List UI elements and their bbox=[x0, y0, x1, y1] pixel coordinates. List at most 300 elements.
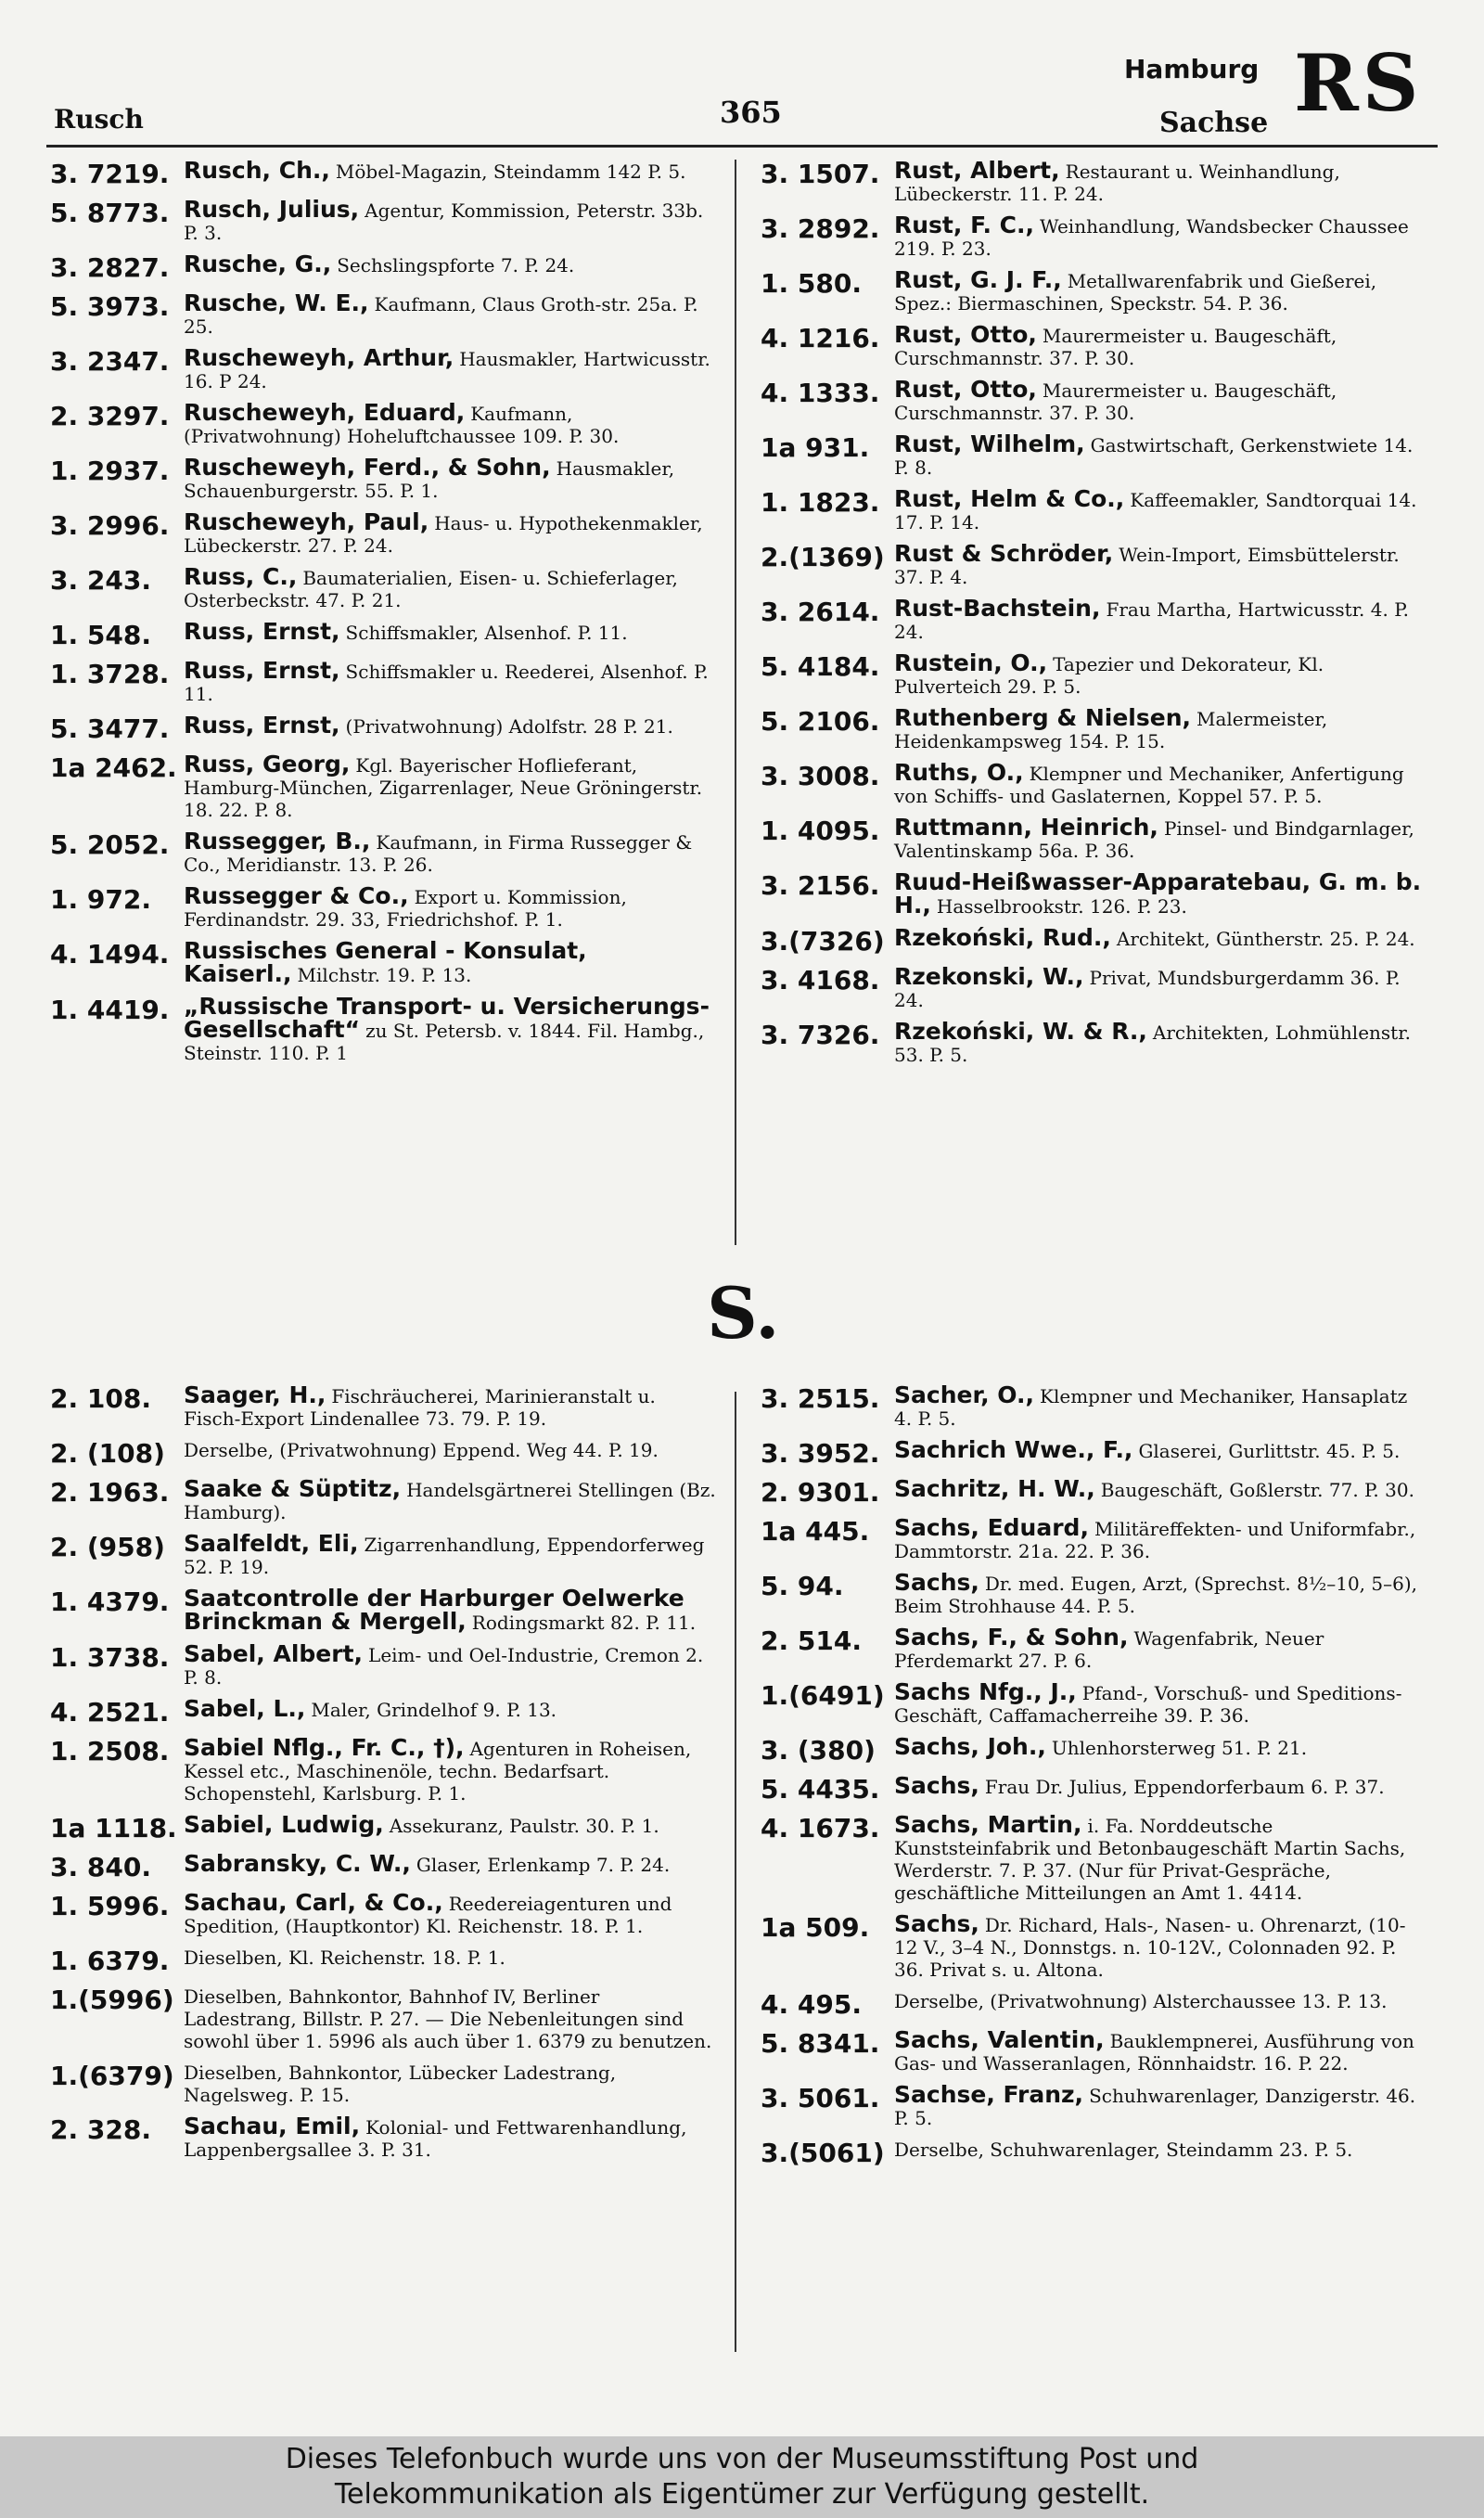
subscriber-name: Rust, F. C., bbox=[894, 212, 1035, 238]
listing-entry bbox=[761, 1475, 1428, 1508]
listing-details: Rodingsmarkt 82. P. 11. bbox=[471, 1612, 697, 1634]
listing-details: Leim- und Oel-Industrie, Cremon 2. P. 8. bbox=[184, 1644, 704, 1689]
listing-details: Weinhandlung, Wandsbecker Chaussee 219. P. 23. bbox=[894, 215, 1409, 260]
listing-text bbox=[894, 2139, 1428, 2168]
left-column-s bbox=[50, 1381, 718, 2170]
listing-details: Klempner und Mechaniker, Hansaplatz 4. P. 5. bbox=[894, 1385, 1408, 1430]
listing-text bbox=[894, 540, 1428, 588]
phone-number: 5. 8773. bbox=[50, 198, 170, 228]
phone-number: 3. 2827. bbox=[50, 252, 170, 283]
listing-entry bbox=[50, 456, 718, 502]
listing-text bbox=[184, 1850, 718, 1882]
listing-details: Malermeister, Heidenkampsweg 154. P. 15. bbox=[894, 708, 1328, 752]
listing-entry bbox=[761, 376, 1428, 424]
listing-entry bbox=[761, 1990, 1428, 2020]
subscriber-name: Sachs, bbox=[894, 1772, 979, 1799]
phone-number: 5. 4184. bbox=[761, 651, 880, 682]
listing-entry bbox=[50, 399, 718, 447]
listing-details: Glaser, Erlenkamp 7. P. 24. bbox=[416, 1854, 671, 1876]
listing-entry bbox=[50, 1734, 718, 1805]
listing-details: Kolonial- und Fettwarenhandlung, Lappenbergsallee 3. P. 31. bbox=[184, 2116, 687, 2161]
listing-text bbox=[184, 1530, 718, 1578]
subscriber-name: Ruscheweyh, Eduard, bbox=[184, 399, 466, 426]
listing-details: Schiffsmakler u. Reederei, Alsenhof. P. 11. bbox=[184, 661, 709, 705]
listing-text bbox=[894, 1569, 1428, 1617]
listing-details: Derselbe, Schuhwarenlager, Steindamm 23. P. 5. bbox=[894, 2139, 1353, 2161]
listing-entry bbox=[50, 714, 718, 744]
listing-text bbox=[184, 253, 718, 283]
phone-number: 3. 3952. bbox=[761, 1438, 880, 1469]
phone-number: 1. 548. bbox=[50, 620, 151, 650]
phone-number: 3. 2347. bbox=[50, 346, 170, 377]
listing-details: Sechslingspforte 7. P. 24. bbox=[337, 254, 575, 276]
listing-entry bbox=[761, 266, 1428, 315]
footer-notice bbox=[0, 2436, 1484, 2518]
listing-details: Tapezier und Dekorateur, Kl. Pulverteich 29. P. 5. bbox=[894, 653, 1324, 698]
listing-text bbox=[184, 508, 718, 557]
listing-details: Dr. Richard, Hals-, Nasen- u. Ohrenarzt, (10-12 V., 3–4 N., Donnstgs. n. 10-12V., Colonnaden 92. P. 36. Privat s. u. Altona. bbox=[894, 1914, 1406, 1981]
listing-entry bbox=[761, 1910, 1428, 1981]
listing-entry bbox=[50, 2062, 718, 2106]
phone-number: 2.(1369) bbox=[761, 542, 885, 572]
phone-number: 2. 108. bbox=[50, 1383, 151, 1414]
subscriber-name: Sachs Nfg., J., bbox=[894, 1678, 1077, 1705]
subscriber-name: Sachs, bbox=[894, 1910, 979, 1937]
listing-details: Milchstr. 19. P. 13. bbox=[297, 964, 472, 986]
listing-details: Klempner und Mechaniker, Anfertigung von Schiffs- und Gaslaternen, Koppel 57. P. 5. bbox=[894, 763, 1404, 807]
listing-text bbox=[184, 456, 718, 502]
page-number: 365 bbox=[720, 95, 782, 130]
listing-text bbox=[894, 868, 1428, 919]
listing-details: Pfand-, Vorschuß- und Speditions-Geschäft, Caffamacherreihe 39. P. 36. bbox=[894, 1682, 1402, 1727]
listing-details: Agentur, Kommission, Peterstr. 33b. P. 3. bbox=[184, 199, 704, 244]
listing-text bbox=[184, 344, 718, 392]
listing-text bbox=[184, 1811, 718, 1844]
listing-entry bbox=[761, 1381, 1428, 1430]
listing-details: Militäreffekten- und Uniformfabr., Dammtorstr. 21a. 22. P. 36. bbox=[894, 1518, 1416, 1562]
listing-details: Fischräucherei, Marinieranstalt u. Fisch-Export Lindenallee 73. 79. P. 19. bbox=[184, 1385, 656, 1430]
phone-number: 1. 4379. bbox=[50, 1587, 170, 1617]
listing-text bbox=[184, 937, 718, 987]
footer-line-2: Telekommunikation als Eigentümer zur Verfügung gestellt. bbox=[334, 2478, 1150, 2511]
listing-details: Uhlenhorsterweg 51. P. 21. bbox=[1051, 1737, 1308, 1759]
subscriber-name: Rzekoński, Rud., bbox=[894, 924, 1111, 951]
listing-entry bbox=[761, 1018, 1428, 1066]
listing-text bbox=[184, 399, 718, 447]
phone-number: 2. 1963. bbox=[50, 1477, 170, 1508]
subscriber-name: Rust, G. J. F., bbox=[894, 266, 1062, 293]
phone-number: 1. 1823. bbox=[761, 487, 880, 518]
phone-number: 3. 2892. bbox=[761, 213, 880, 244]
phone-number: 4. 495. bbox=[761, 1989, 862, 2020]
listing-text bbox=[184, 196, 718, 244]
column-divider-top bbox=[735, 160, 736, 1245]
listing-details: Dieselben, Bahnkontor, Lübecker Ladestrang, Nagelsweg. P. 15. bbox=[184, 2062, 617, 2106]
listing-entry bbox=[50, 1475, 718, 1523]
phone-number: 3. 4168. bbox=[761, 965, 880, 996]
listing-details: zu St. Petersb. v. 1844. Fil. Hambg., Steinstr. 110. P. 1 bbox=[184, 1020, 705, 1064]
listing-text bbox=[894, 214, 1428, 260]
subscriber-name: Russ, Ernst, bbox=[184, 712, 340, 739]
listing-text bbox=[184, 993, 718, 1064]
listing-entry bbox=[50, 1587, 718, 1634]
listing-text bbox=[184, 1734, 718, 1805]
phone-number: 1. 972. bbox=[50, 884, 151, 915]
listing-text bbox=[184, 830, 718, 876]
phone-number: 5. 2106. bbox=[761, 706, 880, 737]
subscriber-name: Sachrich Wwe., F., bbox=[894, 1436, 1133, 1463]
phone-number: 1a 509. bbox=[761, 1912, 870, 1943]
listing-text bbox=[894, 1678, 1428, 1727]
listing-entry bbox=[50, 882, 718, 931]
phone-number: 1a 445. bbox=[761, 1516, 870, 1547]
phone-number: 3. (380) bbox=[761, 1735, 876, 1766]
listing-details: Derselbe, (Privatwohnung) Alsterchaussee 13. P. 13. bbox=[894, 1990, 1388, 2012]
listing-details: Privat, Mundsburgerdamm 36. P. 24. bbox=[894, 967, 1401, 1011]
left-column-top bbox=[50, 157, 718, 1073]
listing-text bbox=[894, 1018, 1428, 1066]
listing-text bbox=[894, 1910, 1428, 1981]
phone-number: 4. 1333. bbox=[761, 378, 880, 408]
subscriber-name: Sabiel Nflg., Fr. C., †), bbox=[184, 1734, 465, 1761]
listing-text bbox=[894, 376, 1428, 424]
listing-details: Metallwarenfabrik und Gießerei, Spez.: Biermaschinen, Speckstr. 54. P. 36. bbox=[894, 270, 1377, 315]
listing-entry bbox=[761, 1678, 1428, 1727]
subscriber-name: Ruud-Heißwasser-Apparatebau, G. m. b. H., bbox=[894, 868, 1422, 919]
listing-text bbox=[184, 1439, 718, 1469]
phone-number: 3. 2156. bbox=[761, 870, 880, 901]
subscriber-name: Rzekonski, W., bbox=[894, 963, 1084, 990]
phone-number: 1a 2462. bbox=[50, 752, 177, 783]
phone-number: 2. 3297. bbox=[50, 401, 170, 431]
subscriber-name: Russegger & Co., bbox=[184, 882, 409, 909]
section-letter: S. bbox=[707, 1272, 780, 1355]
subscriber-name: Sabel, Albert, bbox=[184, 1640, 364, 1667]
listing-text bbox=[184, 657, 718, 705]
listing-entry bbox=[50, 830, 718, 876]
listing-text bbox=[894, 1514, 1428, 1562]
listing-text bbox=[894, 430, 1428, 479]
listing-text bbox=[184, 714, 718, 744]
subscriber-name: Sabel, L., bbox=[184, 1695, 306, 1722]
subscriber-name: Ruscheweyh, Paul, bbox=[184, 508, 429, 535]
listing-details: Dieselben, Bahnkontor, Bahnhof IV, Berliner Ladestrang, Billstr. P. 27. — Die Nebenleitungen sind sowohl über 1. 5996 als auch über 1. 6379 zu benutzen. bbox=[184, 1985, 712, 2052]
subscriber-name: Sachs, Valentin, bbox=[894, 2026, 1105, 2053]
listing-entry bbox=[50, 1946, 718, 1976]
phone-number: 1. 3738. bbox=[50, 1642, 170, 1673]
listing-text bbox=[184, 1381, 718, 1430]
listing-entry bbox=[761, 1436, 1428, 1469]
subscriber-name: Russ, Georg, bbox=[184, 751, 351, 777]
subscriber-name: Saalfeldt, Eli, bbox=[184, 1530, 359, 1557]
listing-text bbox=[894, 1381, 1428, 1430]
listing-entry bbox=[50, 289, 718, 338]
listing-entry bbox=[50, 508, 718, 557]
listing-entry bbox=[50, 1889, 718, 1937]
subscriber-name: Russ, Ernst, bbox=[184, 618, 340, 645]
listing-entry bbox=[50, 937, 718, 987]
phone-number: 3. 7219. bbox=[50, 159, 170, 189]
phone-number: 5. 8341. bbox=[761, 2028, 880, 2059]
listing-entry bbox=[761, 649, 1428, 698]
listing-text bbox=[184, 1587, 718, 1634]
listing-details: Derselbe, (Privatwohnung) Eppend. Weg 44. P. 19. bbox=[184, 1439, 659, 1461]
phone-number: 1. 2937. bbox=[50, 456, 170, 486]
listing-text bbox=[894, 1811, 1428, 1904]
header-letters: RS bbox=[1294, 37, 1423, 129]
phone-number: 1a 1118. bbox=[50, 1813, 177, 1844]
listing-text bbox=[184, 157, 718, 189]
listing-text bbox=[184, 289, 718, 338]
right-column-s bbox=[761, 1381, 1428, 2178]
subscriber-name: Sachs, Joh., bbox=[894, 1733, 1046, 1760]
listing-details: Wagenfabrik, Neuer Pferdemarkt 27. P. 6. bbox=[894, 1627, 1324, 1672]
listing-details: (Privatwohnung) Adolfstr. 28 P. 21. bbox=[345, 715, 673, 738]
listing-text bbox=[894, 597, 1428, 643]
subscriber-name: Sachritz, H. W., bbox=[894, 1475, 1095, 1502]
listing-entry bbox=[50, 1811, 718, 1844]
listing-text bbox=[184, 2115, 718, 2161]
listing-entry bbox=[50, 1530, 718, 1578]
phone-number: 3. 1507. bbox=[761, 159, 880, 189]
listing-details: Architekten, Lohmühlenstr. 53. P. 5. bbox=[894, 1021, 1411, 1066]
listing-text bbox=[184, 1475, 718, 1523]
listing-details: Frau Martha, Hartwicusstr. 4. P. 24. bbox=[894, 598, 1409, 643]
listing-text bbox=[894, 816, 1428, 862]
listing-entry bbox=[761, 1772, 1428, 1805]
phone-number: 3.(5061) bbox=[761, 2138, 885, 2168]
phone-number: 5. 2052. bbox=[50, 829, 170, 860]
listing-details: Schuhwarenlager, Danzigerstr. 46. P. 5. bbox=[894, 2085, 1416, 2129]
subscriber-name: Rzekoński, W. & R., bbox=[894, 1018, 1147, 1045]
listing-entry bbox=[50, 657, 718, 705]
listing-entry bbox=[761, 1569, 1428, 1617]
listing-details: Haus- u. Hypothekenmakler, Lübeckerstr. 27. P. 24. bbox=[184, 512, 703, 557]
subscriber-name: Rust, Otto, bbox=[894, 376, 1037, 403]
subscriber-name: Saake & Süptitz, bbox=[184, 1475, 402, 1502]
listing-details: i. Fa. Norddeutsche Kunststeinfabrik und Betonbaugeschäft Martin Sachs, Werderstr. 7. P. 37. (Nur für Privat-Gespräche, geschäftliche Mitteilungen an Amt 1. 4414. bbox=[894, 1815, 1406, 1904]
subscriber-name: Sachs, bbox=[894, 1569, 979, 1596]
listing-entry bbox=[761, 1733, 1428, 1766]
subscriber-name: Rust-Bachstein, bbox=[894, 595, 1101, 622]
listing-entry bbox=[50, 993, 718, 1064]
listing-entry bbox=[50, 253, 718, 283]
listing-entry bbox=[50, 2115, 718, 2161]
column-divider-s bbox=[735, 1392, 736, 2352]
subscriber-name: Saatcontrolle der Harburger Oelwerke Brinckman & Mergell, bbox=[184, 1585, 684, 1635]
listing-text bbox=[184, 753, 718, 821]
phone-number: 3. 243. bbox=[50, 565, 151, 596]
subscriber-name: Sachs, Eduard, bbox=[894, 1514, 1089, 1541]
listing-details: Frau Dr. Julius, Eppendorferbaum 6. P. 37. bbox=[984, 1776, 1385, 1798]
header-rule bbox=[46, 145, 1438, 148]
subscriber-name: Rust & Schröder, bbox=[894, 540, 1114, 567]
listing-text bbox=[894, 2081, 1428, 2129]
phone-number: 1a 931. bbox=[761, 432, 870, 463]
phone-number: 1. 6379. bbox=[50, 1946, 170, 1976]
subscriber-name: Russegger, B., bbox=[184, 828, 371, 854]
header-last-name: Sachse bbox=[1159, 107, 1269, 139]
phone-number: 3.(7326) bbox=[761, 926, 885, 957]
subscriber-name: Rusche, W. E., bbox=[184, 289, 369, 316]
listing-details: Wein-Import, Eimsbüttelerstr. 37. P. 4. bbox=[894, 544, 1400, 588]
phone-number: 1. 4419. bbox=[50, 995, 170, 1025]
subscriber-name: Sacher, O., bbox=[894, 1381, 1035, 1408]
listing-details: Kgl. Bayerischer Hoflieferant, Hamburg-München, Zigarrenlager, Neue Gröningerstr. 18. 22. P. 8. bbox=[184, 754, 703, 821]
subscriber-name: Rust, Otto, bbox=[894, 321, 1037, 348]
listing-details: Pinsel- und Bindgarnlager, Valentinskamp 56a. P. 36. bbox=[894, 817, 1414, 862]
listing-text bbox=[184, 1889, 718, 1937]
listing-text bbox=[894, 1733, 1428, 1766]
listing-text bbox=[894, 266, 1428, 315]
listing-text bbox=[184, 563, 718, 611]
listing-entry bbox=[50, 1985, 718, 2052]
phone-number: 1. 3728. bbox=[50, 659, 170, 689]
phone-number: 2. 9301. bbox=[761, 1477, 880, 1508]
phone-number: 5. 94. bbox=[761, 1571, 844, 1601]
listing-details: Kaufmann, (Privatwohnung) Hoheluftchaussee 109. P. 30. bbox=[184, 403, 620, 447]
listing-entry bbox=[50, 1695, 718, 1728]
phone-number: 3. 2996. bbox=[50, 510, 170, 541]
footer-line-1: Dieses Telefonbuch wurde uns von der Museumsstiftung Post und bbox=[285, 2443, 1199, 2475]
listing-details: Dr. med. Eugen, Arzt, (Sprechst. 8½–10, 5–6), Beim Strohhause 44. P. 5. bbox=[894, 1573, 1417, 1617]
phone-number: 5. 4435. bbox=[761, 1774, 880, 1805]
phone-number: 1.(6491) bbox=[761, 1680, 885, 1711]
phone-number: 5. 3477. bbox=[50, 713, 170, 744]
phone-number: 3. 7326. bbox=[761, 1020, 880, 1050]
listing-text bbox=[894, 759, 1428, 807]
listing-entry bbox=[761, 597, 1428, 643]
listing-details: Maurermeister u. Baugeschäft, Curschmannstr. 37. P. 30. bbox=[894, 379, 1337, 424]
phone-number: 3. 2515. bbox=[761, 1383, 880, 1414]
listing-details: Maler, Grindelhof 9. P. 13. bbox=[311, 1699, 557, 1721]
phone-number: 1.(5996) bbox=[50, 1985, 174, 2015]
phone-number: 3. 5061. bbox=[761, 2083, 880, 2113]
listing-details: Zigarrenhandlung, Eppendorferweg 52. P. 19. bbox=[184, 1534, 705, 1578]
listing-details: Möbel-Magazin, Steindamm 142 P. 5. bbox=[335, 161, 686, 183]
phone-number: 3. 840. bbox=[50, 1852, 151, 1882]
subscriber-name: Ruths, O., bbox=[894, 759, 1024, 786]
listing-entry bbox=[50, 1439, 718, 1469]
listing-entry bbox=[761, 704, 1428, 752]
listing-details: Bauklempnerei, Ausführung von Gas- und Wasseranlagen, Rönnhaidstr. 16. P. 22. bbox=[894, 2030, 1414, 2075]
listing-text bbox=[184, 1695, 718, 1728]
listing-details: Kaffeemakler, Sandtorquai 14. 17. P. 14. bbox=[894, 489, 1417, 533]
phone-number: 1. 4095. bbox=[761, 816, 880, 846]
phone-number: 1. 580. bbox=[761, 268, 862, 299]
phone-number: 2. 514. bbox=[761, 1625, 862, 1656]
listing-details: Reedereiagenturen und Spedition, (Hauptkontor) Kl. Reichenstr. 18. P. 1. bbox=[184, 1893, 672, 1937]
subscriber-name: Russ, C., bbox=[184, 563, 298, 590]
phone-number: 2. (958) bbox=[50, 1532, 165, 1562]
phone-number: 1.(6379) bbox=[50, 2061, 174, 2091]
listing-entry bbox=[50, 1640, 718, 1689]
listing-details: Dieselben, Kl. Reichenstr. 18. P. 1. bbox=[184, 1946, 505, 1969]
subscriber-name: Sachse, Franz, bbox=[894, 2081, 1084, 2108]
listing-entry bbox=[761, 1514, 1428, 1562]
phone-number: 2. 328. bbox=[50, 2114, 151, 2145]
listing-text bbox=[184, 2062, 718, 2106]
listing-details: Gastwirtschaft, Gerkenstwiete 14. P. 8. bbox=[894, 434, 1414, 479]
listing-entry bbox=[761, 2139, 1428, 2168]
listing-text bbox=[894, 1990, 1428, 2020]
listing-details: Hausmakler, Schauenburgerstr. 55. P. 1. bbox=[184, 457, 675, 502]
subscriber-name: Rust, Helm & Co., bbox=[894, 485, 1125, 512]
listing-details: Agenturen in Roheisen, Kessel etc., Maschinenöle, techn. Bedarfsart. Schopenstehl, Karlsburg. P. 1. bbox=[184, 1738, 692, 1805]
phone-number: 3. 2614. bbox=[761, 597, 880, 627]
phone-number: 1. 2508. bbox=[50, 1736, 170, 1766]
phone-number: 4. 1673. bbox=[761, 1813, 880, 1844]
listing-text bbox=[894, 1475, 1428, 1508]
listing-entry bbox=[50, 157, 718, 189]
listing-details: Schiffsmakler, Alsenhof. P. 11. bbox=[345, 622, 628, 644]
listing-entry bbox=[761, 2026, 1428, 2075]
listing-entry bbox=[761, 1811, 1428, 1904]
listing-text bbox=[894, 2026, 1428, 2075]
listing-details: Maurermeister u. Baugeschäft, Curschmannstr. 37. P. 30. bbox=[894, 325, 1337, 369]
listing-details: Baugeschäft, Goßlerstr. 77. P. 30. bbox=[1100, 1479, 1414, 1501]
listing-text bbox=[184, 1640, 718, 1689]
header-city: Hamburg bbox=[1124, 54, 1260, 84]
listing-entry bbox=[50, 1381, 718, 1430]
listing-details: Export u. Kommission, Ferdinandstr. 29. 33, Friedrichshof. P. 1. bbox=[184, 886, 627, 931]
subscriber-name: „Russische Transport- u. Versicherungs-Gesellschaft“ bbox=[184, 993, 710, 1043]
subscriber-name: Rusch, Ch., bbox=[184, 157, 330, 184]
subscriber-name: Ruttmann, Heinrich, bbox=[894, 814, 1158, 841]
listing-entry bbox=[50, 563, 718, 611]
listing-details: Baumaterialien, Eisen- u. Schieferlager, Osterbeckstr. 47. P. 21. bbox=[184, 567, 678, 611]
listing-entry bbox=[50, 1850, 718, 1882]
listing-details: Restaurant u. Weinhandlung, Lübeckerstr. 11. P. 24. bbox=[894, 161, 1340, 205]
listing-text bbox=[894, 157, 1428, 205]
listing-entry bbox=[761, 485, 1428, 533]
phone-number: 3. 3008. bbox=[761, 761, 880, 791]
listing-details: Architekt, Güntherstr. 25. P. 24. bbox=[1116, 928, 1415, 950]
phone-number: 2. (108) bbox=[50, 1438, 165, 1469]
listing-text bbox=[894, 1436, 1428, 1469]
listing-entry bbox=[761, 157, 1428, 205]
listing-details: Glaserei, Gurlittstr. 45. P. 5. bbox=[1138, 1440, 1401, 1462]
listing-entry bbox=[761, 924, 1428, 957]
right-column-top bbox=[761, 157, 1428, 1075]
listing-entry bbox=[761, 214, 1428, 260]
subscriber-name: Rustein, O., bbox=[894, 649, 1048, 676]
subscriber-name: Ruscheweyh, Arthur, bbox=[184, 344, 454, 371]
listing-details: Kaufmann, Claus Groth-str. 25a. P. 25. bbox=[184, 293, 698, 338]
listing-entry bbox=[761, 2081, 1428, 2129]
subscriber-name: Rust, Wilhelm, bbox=[894, 430, 1085, 457]
listing-entry bbox=[50, 344, 718, 392]
listing-entry bbox=[761, 759, 1428, 807]
phone-number: 4. 2521. bbox=[50, 1697, 170, 1728]
listing-text bbox=[894, 704, 1428, 752]
listing-text bbox=[894, 649, 1428, 698]
subscriber-name: Sabiel, Ludwig, bbox=[184, 1811, 384, 1838]
subscriber-name: Russisches General - Konsulat, Kaiserl., bbox=[184, 937, 587, 987]
listing-entry bbox=[50, 753, 718, 821]
subscriber-name: Rusche, G., bbox=[184, 251, 332, 277]
listing-details: Hausmakler, Hartwicusstr. 16. P 24. bbox=[184, 348, 710, 392]
listing-text bbox=[894, 963, 1428, 1011]
subscriber-name: Sachau, Emil, bbox=[184, 2113, 361, 2139]
phone-number: 4. 1216. bbox=[761, 323, 880, 353]
listing-details: Hasselbrookstr. 126. P. 23. bbox=[936, 895, 1187, 918]
listing-entry bbox=[761, 1626, 1428, 1672]
listing-details: Handelsgärtnerei Stellingen (Bz. Hamburg). bbox=[184, 1479, 716, 1523]
listing-entry bbox=[761, 816, 1428, 862]
listing-details: Kaufmann, in Firma Russegger & Co., Meridianstr. 13. P. 26. bbox=[184, 831, 693, 876]
subscriber-name: Rust, Albert, bbox=[894, 157, 1060, 184]
